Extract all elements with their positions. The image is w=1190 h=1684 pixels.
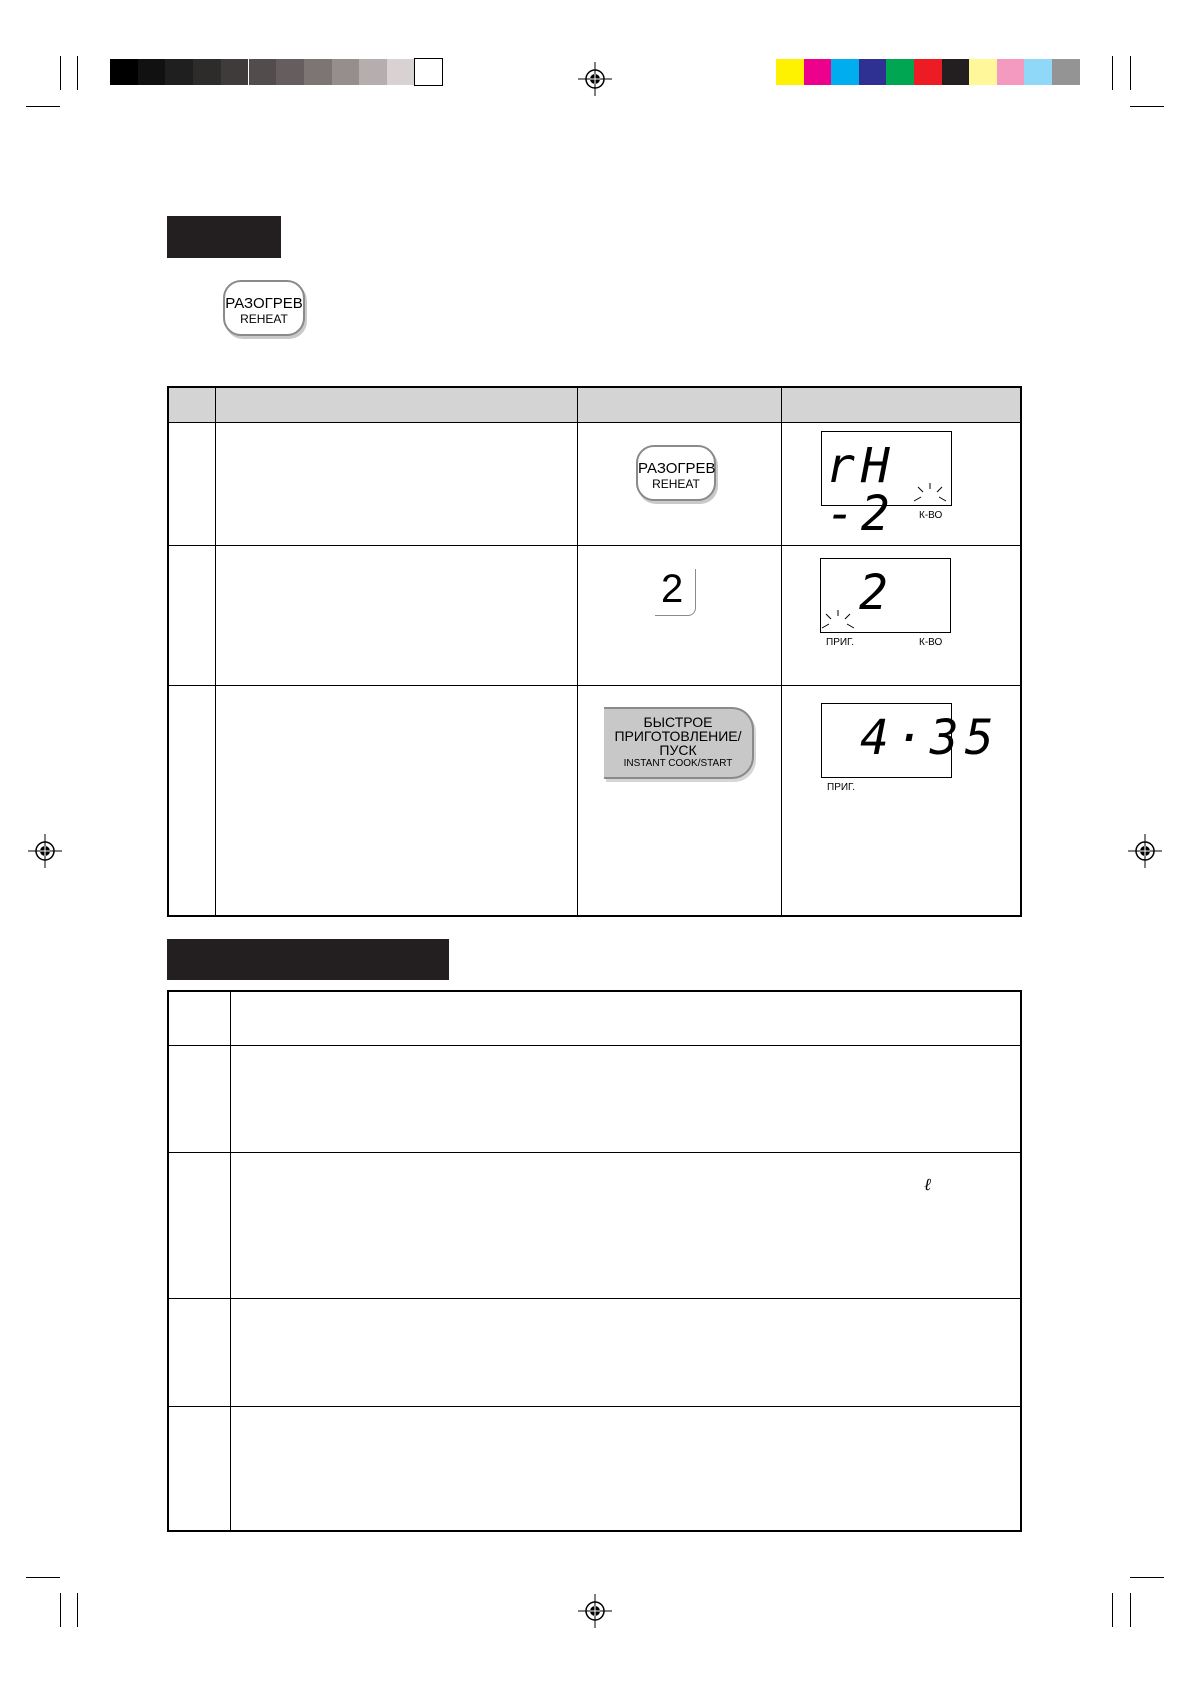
section-heading-bar [167,939,449,980]
notes-table-frame [167,990,1022,1532]
color-swatch [969,59,997,85]
row-divider [169,1152,1020,1153]
row-divider [169,545,1020,546]
blink-indicator-icon [818,608,858,634]
row-divider [169,1045,1020,1046]
registration-mark-icon [1128,834,1162,868]
grayscale-swatch [110,59,138,85]
grayscale-swatch [249,59,277,85]
display-label-cook: ПРИГ. [827,782,856,793]
column-divider [215,388,216,915]
crop-mark [26,1577,60,1578]
registration-mark-icon [578,62,612,96]
color-swatch [776,59,804,85]
crop-mark [1130,56,1131,90]
step-1-reheat-key [636,445,716,501]
column-divider [230,992,231,1530]
row-divider [169,685,1020,686]
step-3-key-line2: ПРИГОТОВЛЕНИЕ/ [614,728,742,744]
color-swatch [859,59,887,85]
crop-mark [26,106,60,107]
step-3-instant-cook-start-key [604,707,754,779]
color-swatch [1052,59,1080,85]
step-2-digit-key [655,569,696,616]
grayscale-swatch [332,59,360,85]
display-label-cook: ПРИГ. [826,637,855,648]
step-3-key-line1: БЫСТРОЕ [643,714,713,730]
section-heading-bar [167,216,281,258]
steps-table-header [169,388,1020,423]
grayscale-swatch [415,59,443,85]
step-3-display-text: 4·35 [860,710,1000,766]
unit-symbol: ℓ [924,1175,932,1195]
step-3-display [821,703,1000,778]
color-swatch [831,59,859,85]
crop-mark [77,56,78,90]
column-divider [577,388,578,915]
grayscale-swatch [276,59,304,85]
registration-mark-icon [578,1594,612,1628]
step-1-display-text: rH -2 [826,438,896,542]
grayscale-swatch [387,59,415,85]
display-label-quantity: К-ВО [919,637,943,648]
crop-mark [1130,106,1164,107]
reheat-key [223,280,305,336]
crop-mark [1112,56,1113,90]
grayscale-swatch [193,59,221,85]
crop-mark [77,1593,78,1627]
row-divider [169,1406,1020,1407]
color-swatch [942,59,970,85]
blink-indicator-icon [910,481,950,507]
step-2-digit-label: 2 [661,567,684,611]
crop-mark [60,56,61,90]
grayscale-swatch [165,59,193,85]
grayscale-swatch [304,59,332,85]
grayscale-swatch [221,59,249,85]
row-divider [169,1298,1020,1299]
color-swatch [1024,59,1052,85]
registration-mark-icon [28,834,62,868]
step-1-key-en: REHEAT [652,477,700,491]
color-swatch [997,59,1025,85]
grayscale-swatch [138,59,166,85]
color-swatch [804,59,832,85]
step-3-key-en: INSTANT COOK/START [623,758,733,769]
step-2-display-text: 2 [859,565,894,621]
color-swatch [914,59,942,85]
display-label-quantity: К-ВО [919,510,943,521]
step-3-key-line3: ПУСК [659,742,697,758]
color-swatch [886,59,914,85]
crop-mark [1130,1593,1131,1627]
step-1-key-ru: РАЗОГРЕВ [638,460,716,477]
crop-mark [1112,1593,1113,1627]
crop-mark [1130,1577,1164,1578]
grayscale-swatch [359,59,387,85]
column-divider [781,388,782,915]
crop-mark [60,1593,61,1627]
reheat-key-en: REHEAT [240,312,288,326]
reheat-key-ru: РАЗОГРЕВ [225,295,303,312]
